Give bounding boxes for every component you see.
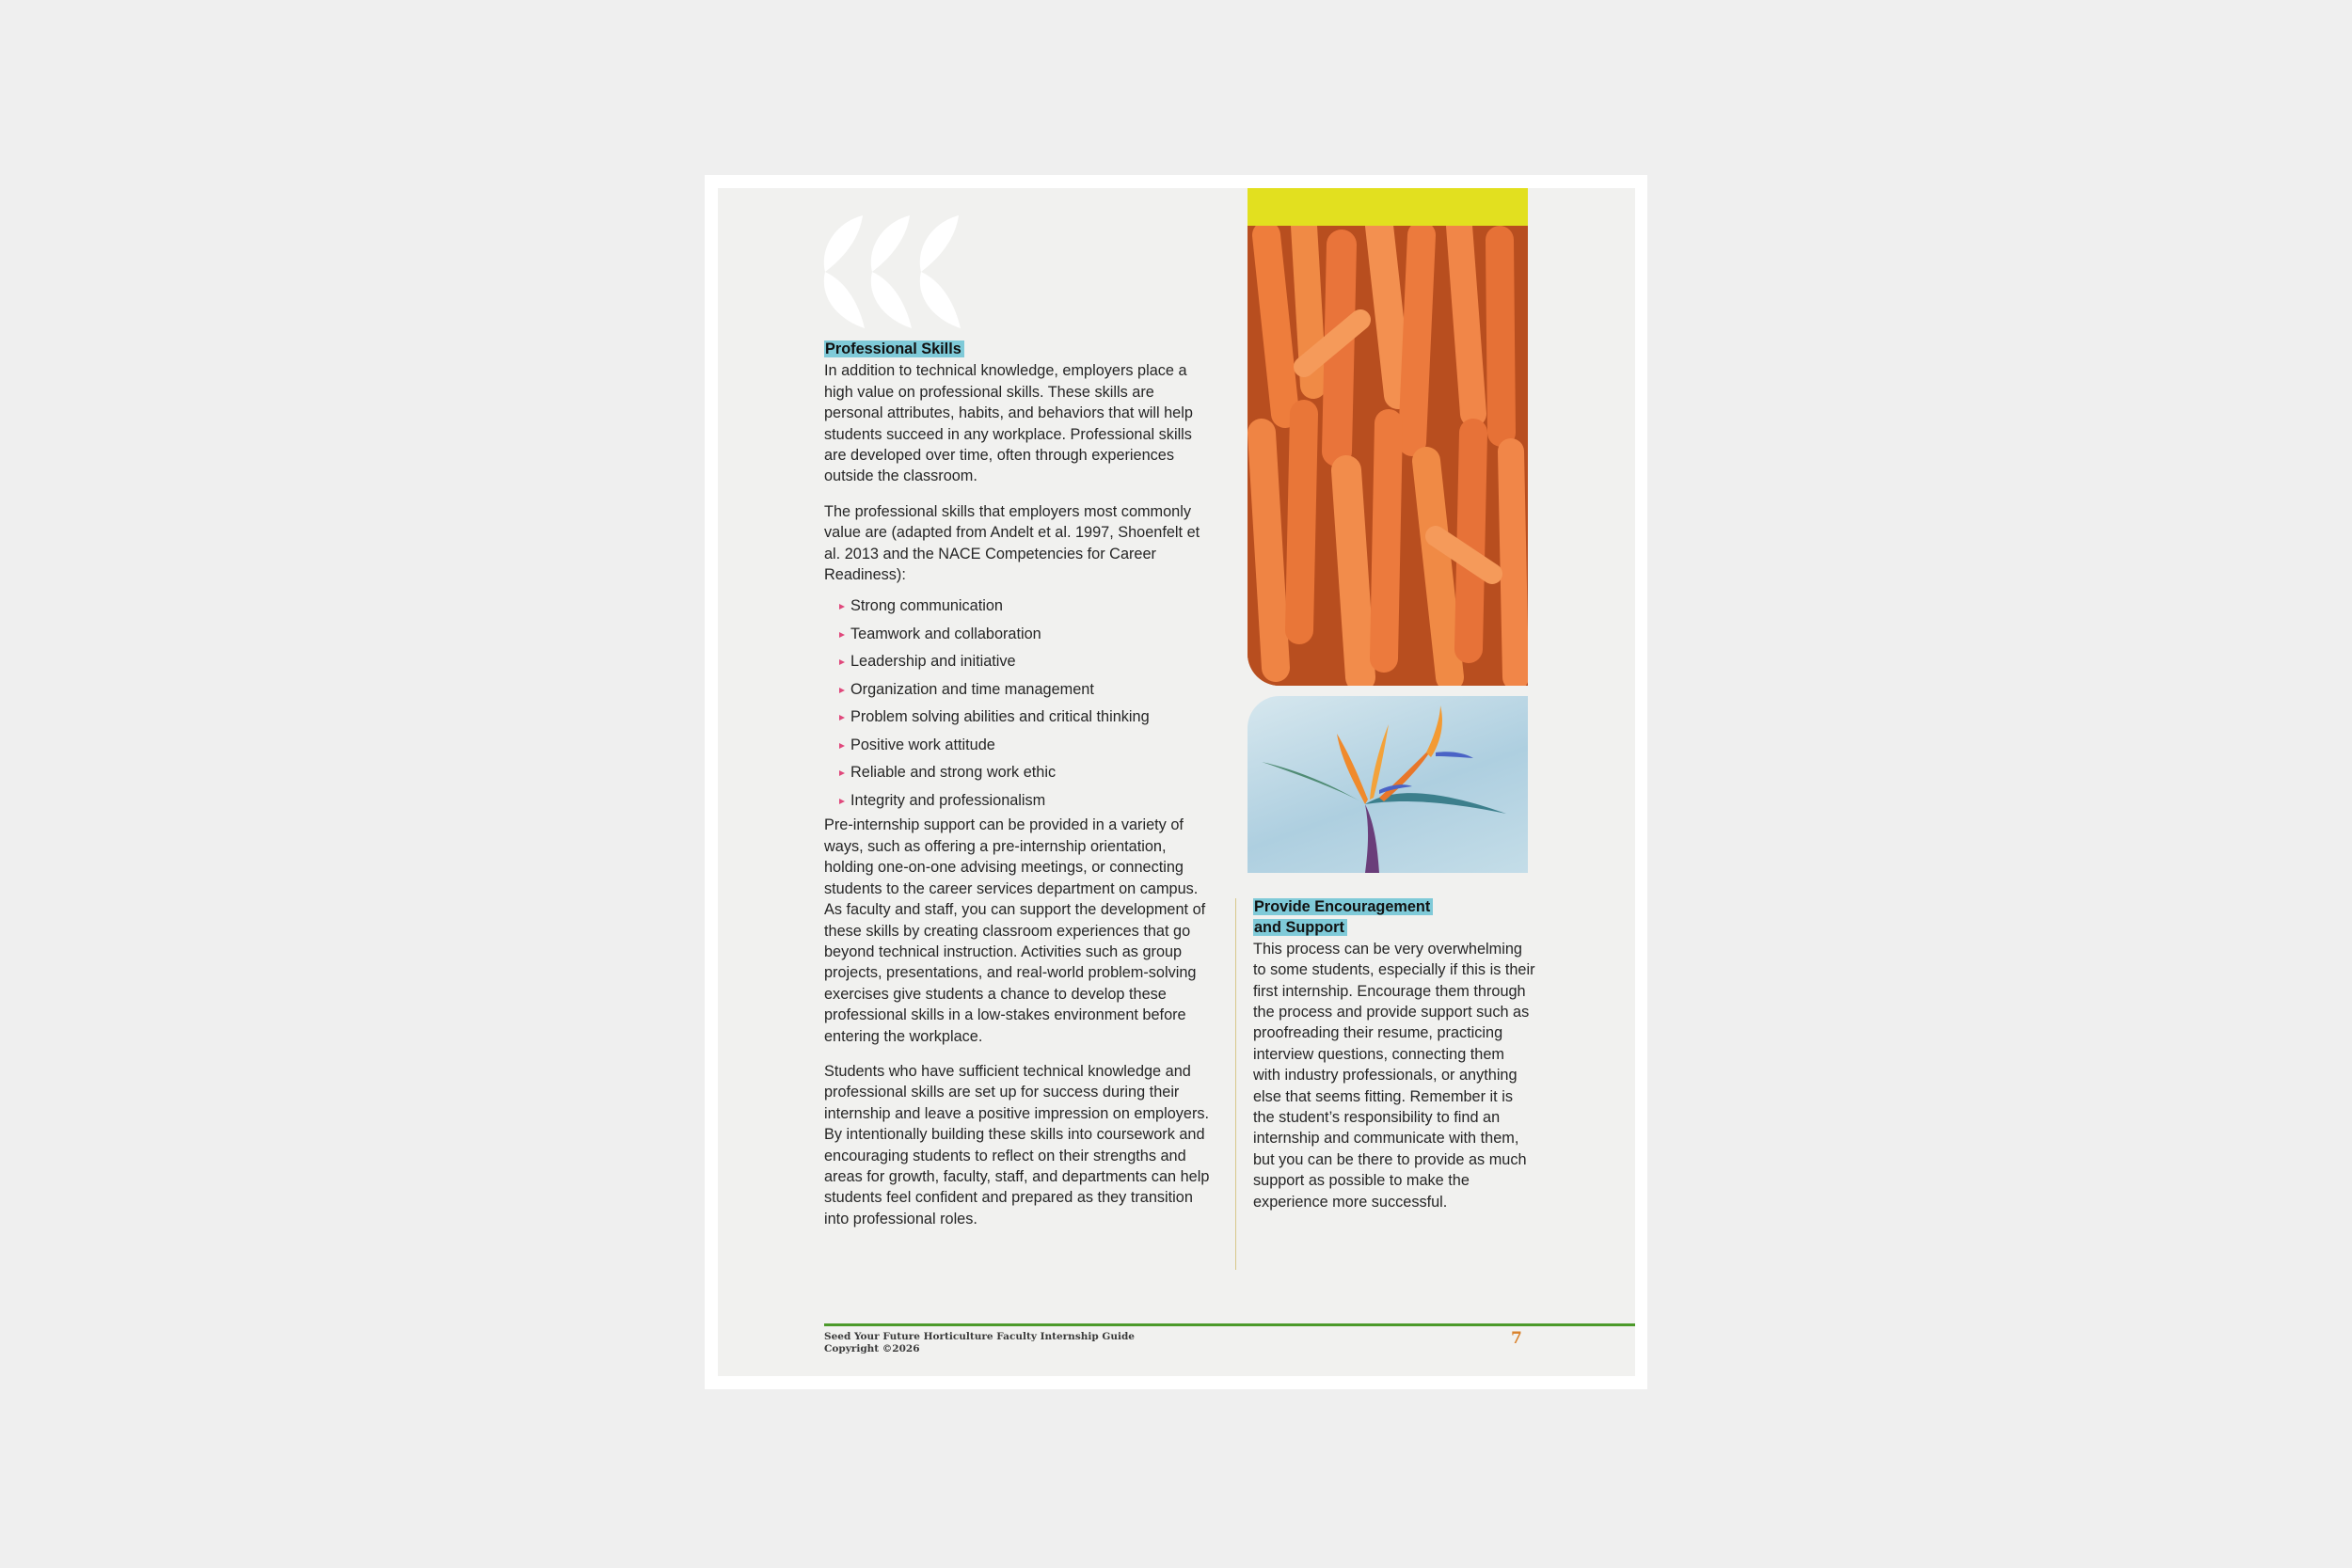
leaf-logo-icon (818, 214, 968, 331)
right-column (1249, 896, 1535, 1212)
intro-paragraph: In addition to technical knowledge, employers place a high value on professional skills. These skills are personal attributes, habits, and behaviors that will help students succeed in any workplace. Professional skills are developed over time, often through experiences outside the classroom. (824, 362, 1193, 485)
bullet-triangle-icon (839, 659, 845, 665)
professional-skills-heading: Professional Skills (824, 341, 964, 357)
bullet-triangle-icon (839, 688, 845, 693)
footer-title: Seed Your Future Horticulture Faculty Internship Guide (824, 1331, 1135, 1342)
document-page (718, 188, 1635, 1376)
page-number: 7 (1511, 1329, 1522, 1348)
list-item: Organization and time management (839, 676, 1215, 705)
left-column (824, 339, 1215, 1243)
bullet-triangle-icon (839, 715, 845, 721)
list-item: Reliable and strong work ethic (839, 759, 1215, 787)
skills-lead-paragraph: The professional skills that employers most commonly value are (adapted from Andelt et al. 1997, Shoenfelt et al. 2013 and the NACE Competencies for Career Readiness): (824, 502, 1200, 584)
bullet-triangle-icon (839, 632, 845, 638)
column-divider (1235, 898, 1236, 1270)
bullet-triangle-icon (839, 799, 845, 804)
conclusion-paragraph: Students who have sufficient technical knowledge and professional skills are set up for success during their internship and leave a positive impression on employers. By intentionally building these skills into coursework and encouraging students to reflect on their strengths and areas for growth, faculty, staff, and departments can help students feel confident and prepared as they transition into professional roles. (824, 1062, 1210, 1227)
bullet-triangle-icon (839, 743, 845, 749)
list-item: Integrity and professionalism (839, 787, 1215, 816)
list-item: Positive work attitude (839, 732, 1215, 760)
carrots-illustration (1248, 226, 1528, 686)
footer-copyright: Copyright ©2026 (824, 1343, 920, 1354)
skills-list (824, 593, 1215, 815)
footer (824, 1331, 1135, 1355)
bullet-triangle-icon (839, 604, 845, 610)
bullet-triangle-icon (839, 770, 845, 776)
bird-of-paradise-photo (1248, 696, 1528, 873)
encouragement-body: This process can be very overwhelming to some students, especially if this is their first internship. Encourage them through the process and provide support such as proofreading their resume, practicing interview questions, connecting them with industry professionals, or anything else that seems fitting. Remember it is the student’s responsibility to find an internship and communicate with them, but you can be there to provide as much support as possible to make the experience more successful. (1253, 940, 1535, 1211)
list-item: Leadership and initiative (839, 648, 1215, 676)
encouragement-heading-line1: Provide Encouragement (1253, 898, 1433, 915)
pre-internship-paragraph: Pre-internship support can be provided in a variety of ways, such as offering a pre-internship orientation, holding one-on-one advising meetings, or connecting students to the career services department on campus. As faculty and staff, you can support the development of these skills by creating classroom experiences that go beyond technical instruction. Activities such as group projects, presentations, and real-world problem-solving exercises give students a chance to develop these professional skills in a low-stakes environment before entering the workplace. (824, 816, 1206, 1045)
list-item: Problem solving abilities and critical thinking (839, 704, 1215, 732)
encouragement-heading-line2: and Support (1253, 919, 1347, 936)
yellow-accent-bar (1248, 188, 1528, 226)
list-item: Strong communication (839, 593, 1215, 621)
list-item: Teamwork and collaboration (839, 621, 1215, 649)
footer-rule (824, 1323, 1635, 1326)
carrots-photo (1248, 226, 1528, 686)
bird-of-paradise-illustration (1248, 696, 1528, 873)
